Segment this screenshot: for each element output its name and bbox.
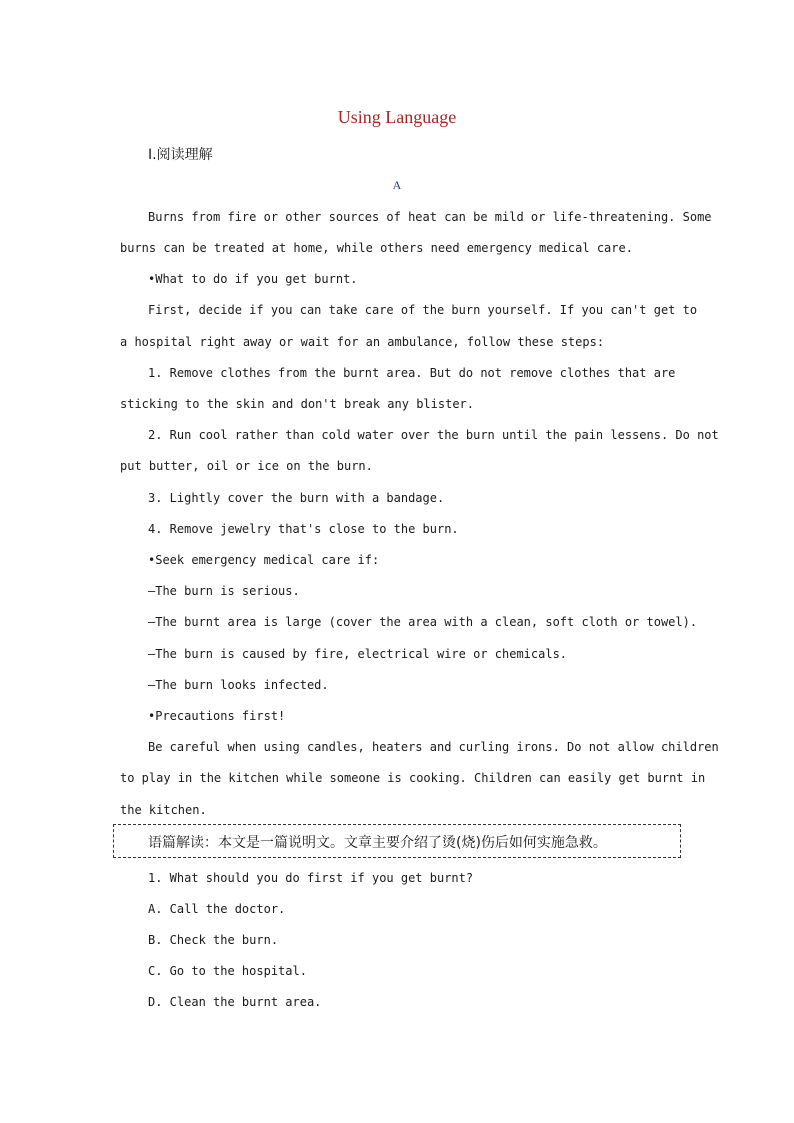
passage-subheading: •Precautions first! <box>148 709 286 723</box>
passage-line: put butter, oil or ice on the burn. <box>120 459 373 473</box>
passage-dash-item: —The burn is serious. <box>148 584 300 598</box>
analysis-note: 语篇解读：本文是一篇说明文。文章主要介绍了烫(烧)伤后如何实施急救。 <box>148 835 607 851</box>
section-heading: Ⅰ.阅读理解 <box>148 147 213 163</box>
option-a: A. Call the doctor. <box>148 902 286 916</box>
option-b: B. Check the burn. <box>148 933 279 947</box>
option-c: C. Go to the hospital. <box>148 964 307 978</box>
passage-step: 2. Run cool rather than cold water over the burn until the pain lessens. Do not <box>148 428 719 442</box>
option-d: D. Clean the burnt area. <box>148 995 322 1009</box>
page-title: Using Language <box>337 107 457 127</box>
passage-label: A <box>392 178 402 192</box>
passage-line: Burns from fire or other sources of heat can be mild or life-threatening. Some <box>148 210 712 224</box>
passage-line: the kitchen. <box>120 803 207 817</box>
passage-subheading: •What to do if you get burnt. <box>148 272 358 286</box>
passage-line: Be careful when using candles, heaters and curling irons. Do not allow children <box>148 740 719 754</box>
question-stem: 1. What should you do first if you get burnt? <box>148 871 474 885</box>
passage-line: to play in the kitchen while someone is cooking. Children can easily get burnt in <box>120 771 706 785</box>
passage-dash-item: —The burnt area is large (cover the area with a clean, soft cloth or towel). <box>148 615 698 629</box>
passage-line: a hospital right away or wait for an ambulance, follow these steps: <box>120 335 605 349</box>
passage-line: First, decide if you can take care of the burn yourself. If you can't get to <box>148 303 698 317</box>
passage-line: sticking to the skin and don't break any blister. <box>120 397 475 411</box>
passage-dash-item: —The burn looks infected. <box>148 678 329 692</box>
passage-step: 3. Lightly cover the burn with a bandage. <box>148 491 445 505</box>
passage-subheading: •Seek emergency medical care if: <box>148 553 380 567</box>
passage-step: 4. Remove jewelry that's close to the burn. <box>148 522 459 536</box>
passage-line: burns can be treated at home, while others need emergency medical care. <box>120 241 633 255</box>
passage-dash-item: —The burn is caused by fire, electrical wire or chemicals. <box>148 647 568 661</box>
passage-step: 1. Remove clothes from the burnt area. But do not remove clothes that are <box>148 366 676 380</box>
